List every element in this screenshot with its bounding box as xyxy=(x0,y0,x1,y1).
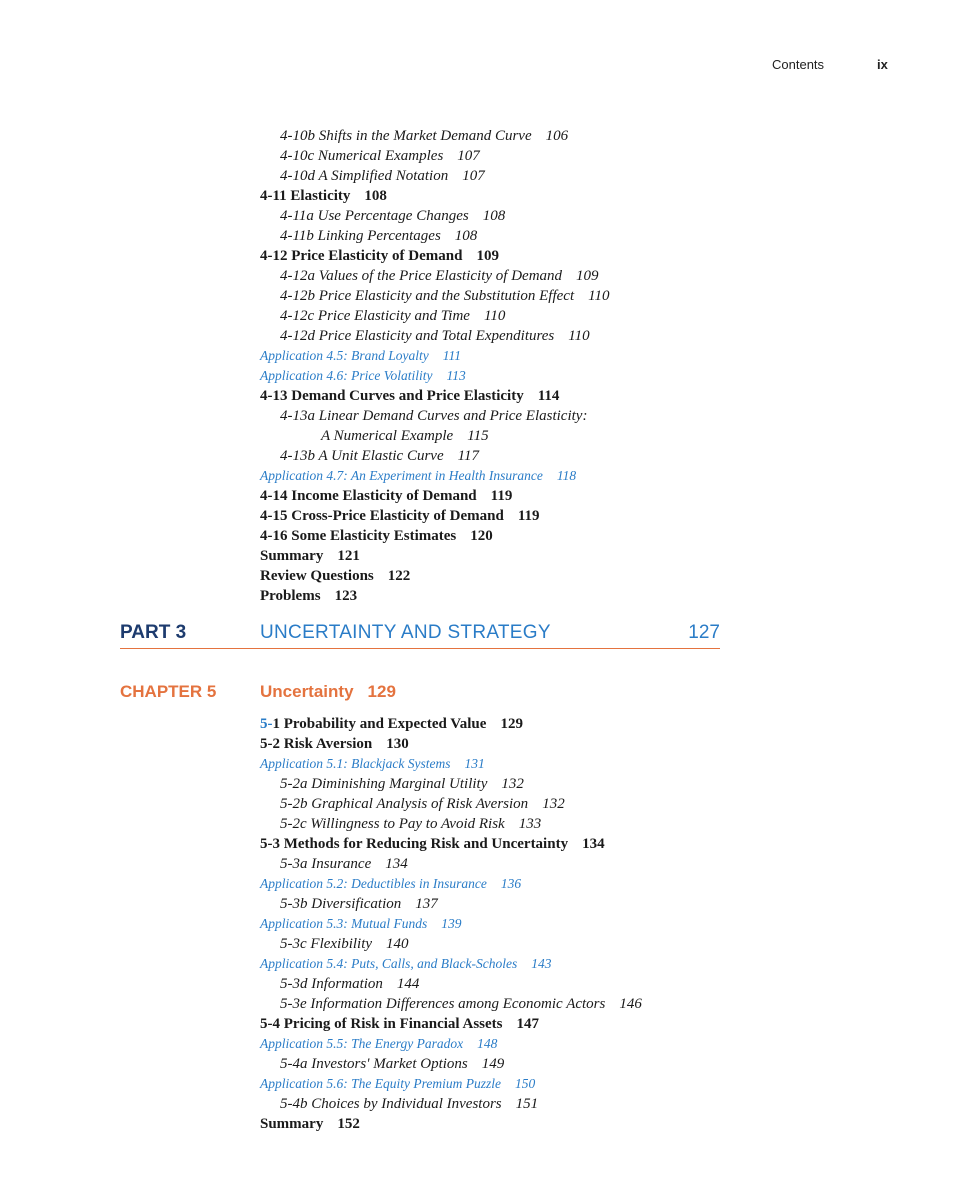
toc-entry-4-13a[interactable]: 4-13a Linear Demand Curves and Price Elasticity: xyxy=(280,408,588,424)
toc-entry-problems[interactable]: Problems 123 xyxy=(260,588,358,604)
toc-entry-5-4b[interactable]: 5-4b Choices by Individual Investors 151 xyxy=(280,1096,539,1112)
chapter-title: Uncertainty xyxy=(260,682,354,701)
toc-entry-5-3a[interactable]: 5-3a Insurance 134 xyxy=(280,856,408,872)
toc-entry-4-12b[interactable]: 4-12b Price Elasticity and the Substitution Effect 110 xyxy=(280,288,610,304)
toc-entry-4-15[interactable]: 4-15 Cross-Price Elasticity of Demand 119 xyxy=(260,508,540,524)
toc-application-5-5[interactable]: Application 5.5: The Energy Paradox 148 xyxy=(260,1036,498,1051)
page-number: ix xyxy=(877,57,888,72)
toc-entry-5-1[interactable]: 5-1 Probability and Expected Value 129 xyxy=(260,716,523,732)
toc-entry-4-12a[interactable]: 4-12a Values of the Price Elasticity of Demand 109 xyxy=(280,268,599,284)
toc-entry-4-11b[interactable]: 4-11b Linking Percentages 108 xyxy=(280,228,478,244)
toc-entry-5-4a[interactable]: 5-4a Investors' Market Options 149 xyxy=(280,1056,505,1072)
toc-entry-4-10d[interactable]: 4-10d A Simplified Notation 107 xyxy=(280,168,485,184)
toc-entry-5-2a[interactable]: 5-2a Diminishing Marginal Utility 132 xyxy=(280,776,524,792)
part-title: UNCERTAINTY AND STRATEGY xyxy=(260,622,551,643)
chapter-label: CHAPTER 5 xyxy=(120,682,217,701)
toc-entry-5-4[interactable]: 5-4 Pricing of Risk in Financial Assets 147 xyxy=(260,1016,540,1032)
toc-entry-summary-ch4[interactable]: Summary 121 xyxy=(260,548,360,564)
toc-application-5-4[interactable]: Application 5.4: Puts, Calls, and Black-Scholes 143 xyxy=(260,956,552,971)
part-heading[interactable] xyxy=(120,620,720,649)
toc-application-4-5[interactable]: Application 4.5: Brand Loyalty 111 xyxy=(260,348,461,363)
toc-entry-5-3d[interactable]: 5-3d Information 144 xyxy=(280,976,420,992)
toc-application-5-3[interactable]: Application 5.3: Mutual Funds 139 xyxy=(260,916,462,931)
part-page: 127 xyxy=(688,622,720,643)
toc-entry-4-11a[interactable]: 4-11a Use Percentage Changes 108 xyxy=(280,208,506,224)
toc-entry-summary-ch5[interactable]: Summary 152 xyxy=(260,1116,360,1132)
toc-application-4-7[interactable]: Application 4.7: An Experiment in Health Insurance 118 xyxy=(260,468,577,483)
toc-entry-4-16[interactable]: 4-16 Some Elasticity Estimates 120 xyxy=(260,528,493,544)
part-label: PART 3 xyxy=(120,622,187,643)
running-head-section: Contents xyxy=(772,57,825,72)
toc-entry-5-3e[interactable]: 5-3e Information Differences among Economic Actors 146 xyxy=(280,996,642,1012)
toc-entry-4-12d[interactable]: 4-12d Price Elasticity and Total Expenditures 110 xyxy=(280,328,590,344)
toc-application-5-6[interactable]: Application 5.6: The Equity Premium Puzzle 150 xyxy=(260,1076,536,1091)
toc-entry-4-13[interactable]: 4-13 Demand Curves and Price Elasticity 114 xyxy=(260,388,560,404)
toc-application-4-6[interactable]: Application 4.6: Price Volatility 113 xyxy=(260,368,466,383)
toc-entry-4-10c[interactable]: 4-10c Numerical Examples 107 xyxy=(280,148,480,164)
toc-entry-4-14[interactable]: 4-14 Income Elasticity of Demand 119 xyxy=(260,488,513,504)
toc-entry-5-2c[interactable]: 5-2c Willingness to Pay to Avoid Risk 133 xyxy=(280,816,542,832)
chapter-heading[interactable] xyxy=(120,682,720,706)
toc-entry-5-3b[interactable]: 5-3b Diversification 137 xyxy=(280,896,438,912)
toc-entry-5-2[interactable]: 5-2 Risk Aversion 130 xyxy=(260,736,409,752)
toc-application-5-2[interactable]: Application 5.2: Deductibles in Insurance 136 xyxy=(260,876,522,891)
toc-entry-review-questions[interactable]: Review Questions 122 xyxy=(260,568,411,584)
toc-entry-4-12c[interactable]: 4-12c Price Elasticity and Time 110 xyxy=(280,308,506,324)
chapter-title-group xyxy=(260,682,396,702)
toc-entry-4-11[interactable]: 4-11 Elasticity 108 xyxy=(260,188,387,204)
toc-entry-4-13b[interactable]: 4-13b A Unit Elastic Curve 117 xyxy=(280,448,479,464)
chapter-page: 129 xyxy=(367,682,396,701)
toc-entry-5-2b[interactable]: 5-2b Graphical Analysis of Risk Aversion 132 xyxy=(280,796,565,812)
toc-application-5-1[interactable]: Application 5.1: Blackjack Systems 131 xyxy=(260,756,485,771)
toc-entry-5-3[interactable]: 5-3 Methods for Reducing Risk and Uncertainty 134 xyxy=(260,836,605,852)
toc-entry-4-13a-continued[interactable]: A Numerical Example 115 xyxy=(321,428,489,444)
toc-entry-5-3c[interactable]: 5-3c Flexibility 140 xyxy=(280,936,409,952)
toc-entry-4-12[interactable]: 4-12 Price Elasticity of Demand 109 xyxy=(260,248,499,264)
toc-entry-4-10b[interactable]: 4-10b Shifts in the Market Demand Curve 106 xyxy=(280,128,569,144)
